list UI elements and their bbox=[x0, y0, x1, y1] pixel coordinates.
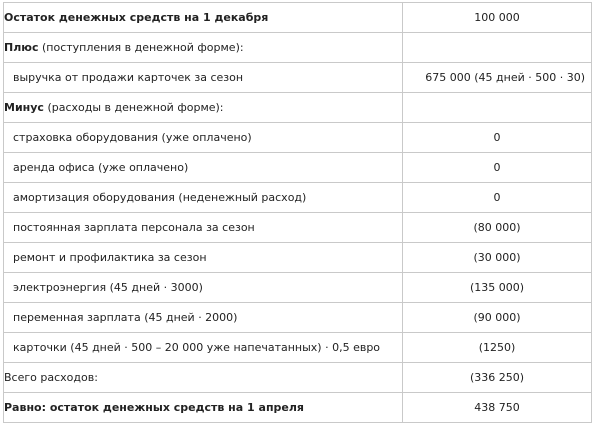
revenue-value: 675 000 (45 дней · 500 · 30) bbox=[403, 63, 592, 93]
plus-header-value bbox=[403, 33, 592, 63]
opening-balance-label: Остаток денежных средств на 1 декабря bbox=[4, 3, 403, 33]
table-row-office-rent bbox=[4, 153, 592, 183]
table-row-electricity bbox=[4, 273, 592, 303]
office-rent-label: аренда офиса (уже оплачено) bbox=[4, 153, 403, 183]
table-row-maintenance bbox=[4, 243, 592, 273]
table-row-minus-header bbox=[4, 93, 592, 123]
table-row-opening-balance bbox=[4, 3, 592, 33]
electricity-label: электроэнергия (45 дней · 3000) bbox=[4, 273, 403, 303]
total-expenses-value: (336 250) bbox=[403, 363, 592, 393]
minus-keyword: Минус bbox=[4, 101, 44, 114]
maintenance-label: ремонт и профилактика за сезон bbox=[4, 243, 403, 273]
fixed-salary-value: (80 000) bbox=[403, 213, 592, 243]
minus-header-label bbox=[4, 93, 403, 123]
office-rent-value: 0 bbox=[403, 153, 592, 183]
insurance-value: 0 bbox=[403, 123, 592, 153]
cards-value: (1250) bbox=[403, 333, 592, 363]
total-expenses-label: Всего расходов: bbox=[4, 363, 403, 393]
table-row-total-expenses bbox=[4, 363, 592, 393]
minus-header-value bbox=[403, 93, 592, 123]
table-row-variable-salary bbox=[4, 303, 592, 333]
plus-description: (поступления в денежной форме): bbox=[38, 41, 244, 54]
table-row-plus-header bbox=[4, 33, 592, 63]
opening-balance-value: 100 000 bbox=[403, 3, 592, 33]
variable-salary-label: переменная зарплата (45 дней · 2000) bbox=[4, 303, 403, 333]
electricity-value: (135 000) bbox=[403, 273, 592, 303]
closing-balance-value: 438 750 bbox=[403, 393, 592, 423]
table-row-cards bbox=[4, 333, 592, 363]
plus-keyword: Плюс bbox=[4, 41, 39, 54]
table-row-depreciation bbox=[4, 183, 592, 213]
revenue-label: выручка от продажи карточек за сезон bbox=[4, 63, 403, 93]
variable-salary-value: (90 000) bbox=[403, 303, 592, 333]
fixed-salary-label: постоянная зарплата персонала за сезон bbox=[4, 213, 403, 243]
table-row-closing-balance bbox=[4, 393, 592, 423]
minus-description: (расходы в денежной форме): bbox=[43, 101, 224, 114]
depreciation-value: 0 bbox=[403, 183, 592, 213]
cash-flow-table bbox=[3, 2, 592, 423]
closing-balance-label: Равно: остаток денежных средств на 1 апреля bbox=[4, 393, 403, 423]
plus-header-label bbox=[4, 33, 403, 63]
depreciation-label: амортизация оборудования (неденежный расход) bbox=[4, 183, 403, 213]
insurance-label: страховка оборудования (уже оплачено) bbox=[4, 123, 403, 153]
table-row-insurance bbox=[4, 123, 592, 153]
table-row-revenue bbox=[4, 63, 592, 93]
maintenance-value: (30 000) bbox=[403, 243, 592, 273]
cards-label: карточки (45 дней · 500 – 20 000 уже напечатанных) · 0,5 евро bbox=[4, 333, 403, 363]
table-row-fixed-salary bbox=[4, 213, 592, 243]
